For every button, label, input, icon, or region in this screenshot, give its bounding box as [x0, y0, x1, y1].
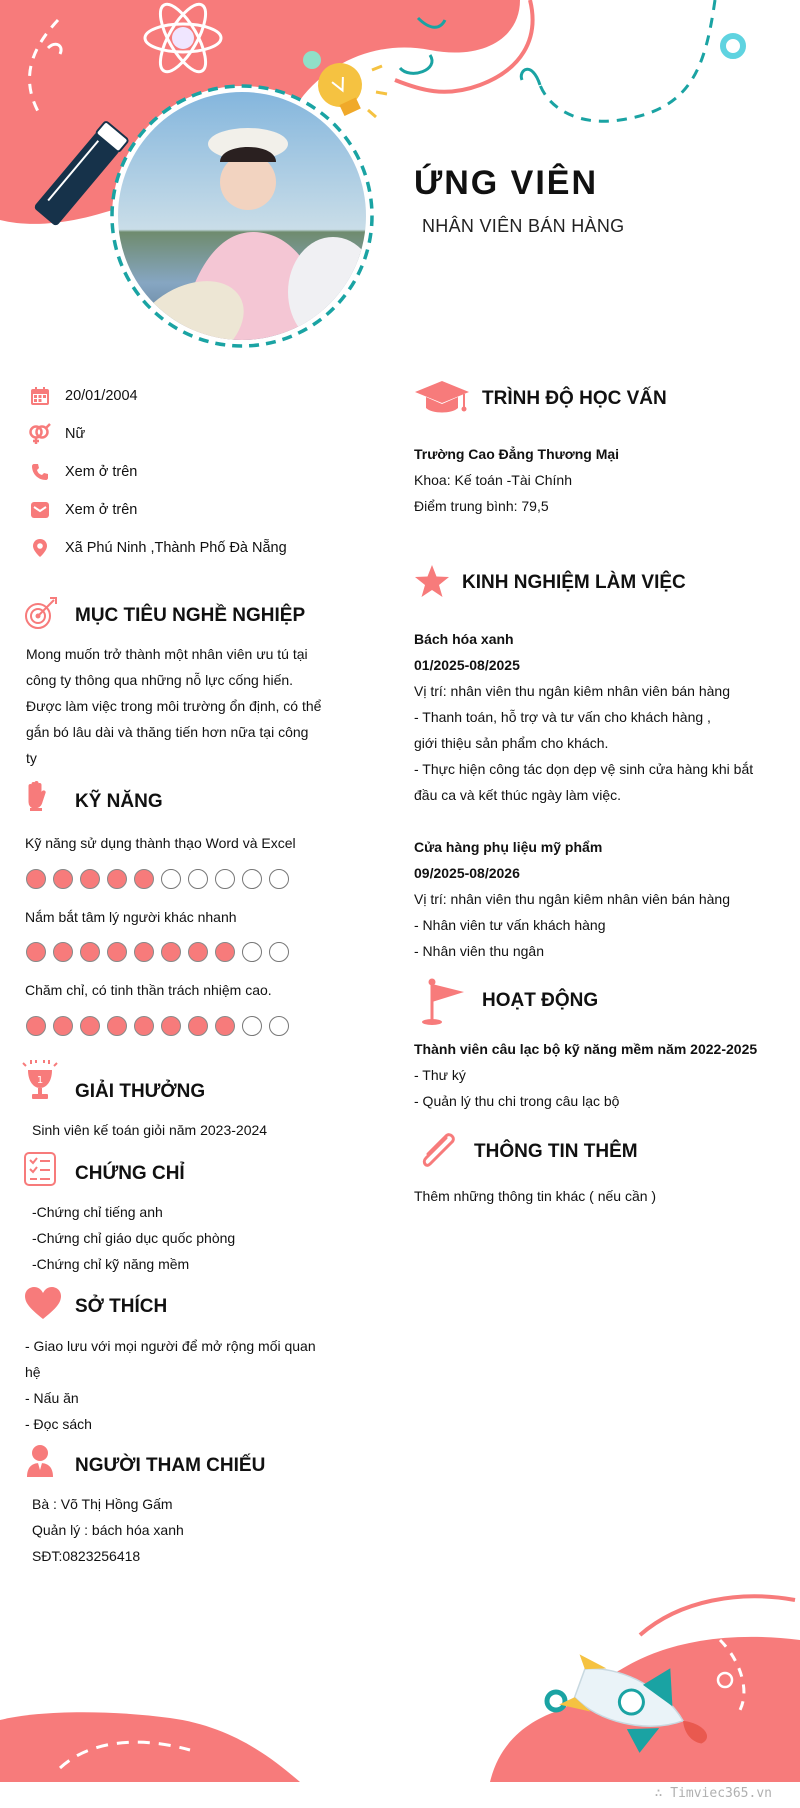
avatar — [108, 82, 376, 350]
experience-title: KINH NGHIỆM LÀM VIỆC — [462, 572, 686, 593]
hobbies-text: - Giao lưu với mọi người để mở rộng mối quan hệ - Nấu ăn - Đọc sách — [25, 1338, 316, 1432]
more-info-text: Thêm những thông tin khác ( nếu cần ) — [414, 1188, 657, 1204]
hand-icon — [24, 780, 48, 812]
skill-rating — [26, 1016, 289, 1036]
job-company: Bách hóa xanh — [414, 631, 514, 647]
star-icon — [414, 564, 450, 598]
rating-dot-filled — [188, 942, 208, 962]
contact-address-text: Xã Phú Ninh ,Thành Phố Đà Nẵng — [65, 540, 287, 556]
contact-birthdate — [28, 384, 138, 408]
job-company: Cửa hàng phụ liệu mỹ phẩm — [414, 839, 603, 855]
contact-phone-text: Xem ở trên — [65, 464, 138, 480]
gender-icon — [28, 422, 52, 446]
rating-dot-filled — [53, 1016, 73, 1036]
education-title: TRÌNH ĐỘ HỌC VẤN — [482, 388, 667, 409]
rating-dot-filled — [80, 1016, 100, 1036]
skills-title: KỸ NĂNG — [75, 791, 163, 812]
objective-title: MỤC TIÊU NGHỀ NGHIỆP — [75, 605, 306, 626]
experience-job: Bách hóa xanh 01/2025-08/2025 Vị trí: nhân viên thu ngân kiêm nhân viên bán hàng - Thanh toán, hỗ trợ và tư vấn cho khách hàng , giới thiệu sản phẩm cho khách. - Thực hiện công tác dọn dẹp vệ sinh cửa hàng khi bắt đầu ca và kết thúc ngày làm việc. — [414, 626, 784, 808]
contact-gender — [28, 422, 85, 446]
graduation-cap-icon — [414, 380, 470, 416]
rating-dot-filled — [26, 942, 46, 962]
contact-birthdate-text: 20/01/2004 — [65, 388, 138, 404]
activities-text: Thành viên câu lạc bộ kỹ năng mềm năm 2022-2025 - Thư ký - Quản lý thu chi trong câu lạc bộ — [414, 1036, 784, 1114]
activities-title: HOẠT ĐỘNG — [482, 990, 599, 1011]
checklist-icon — [24, 1152, 56, 1186]
rating-dot-filled — [134, 1016, 154, 1036]
awards-text: Sinh viên kế toán giỏi năm 2023-2024 — [32, 1122, 268, 1138]
hobbies-title: SỞ THÍCH — [75, 1296, 168, 1317]
location-icon — [28, 536, 52, 560]
rating-dot-empty — [269, 1016, 289, 1036]
target-icon — [24, 596, 58, 630]
certificates-title: CHỨNG CHỈ — [75, 1163, 185, 1184]
skill-rating — [26, 869, 289, 889]
rating-dot-empty — [242, 869, 262, 889]
rating-dot-empty — [242, 1016, 262, 1036]
footer-decoration — [0, 1560, 800, 1792]
certificates-text: -Chứng chỉ tiếng anh -Chứng chỉ giáo dục quốc phòng -Chứng chỉ kỹ năng mềm — [32, 1204, 236, 1272]
rating-dot-filled — [107, 869, 127, 889]
references-text: Bà : Võ Thị Hồng Gấm Quản lý : bách hóa xanh SĐT:0823256418 — [32, 1496, 184, 1564]
rating-dot-empty — [242, 942, 262, 962]
rating-dot-filled — [188, 1016, 208, 1036]
education-text: Trường Cao Đẳng Thương Mại Khoa: Kế toán -Tài Chính Điểm trung bình: 79,5 — [414, 441, 619, 519]
rating-dot-filled — [53, 942, 73, 962]
paperclip-icon — [416, 1130, 460, 1174]
contact-gender-text: Nữ — [65, 426, 86, 442]
person-icon — [26, 1444, 54, 1478]
rating-dot-filled — [107, 942, 127, 962]
phone-icon — [28, 460, 52, 484]
rating-dot-empty — [161, 869, 181, 889]
rating-dot-empty — [269, 942, 289, 962]
rating-dot-empty — [269, 869, 289, 889]
rating-dot-filled — [215, 1016, 235, 1036]
calendar-icon — [28, 384, 52, 408]
flag-icon — [420, 978, 466, 1026]
rating-dot-filled — [134, 942, 154, 962]
trophy-icon — [22, 1060, 58, 1102]
heart-icon — [24, 1286, 62, 1320]
activities-heading: Thành viên câu lạc bộ kỹ năng mềm năm 2022-2025 — [414, 1041, 758, 1057]
skill-rating — [26, 942, 289, 962]
awards-title: GIẢI THƯỞNG — [75, 1081, 206, 1102]
rating-dot-filled — [80, 942, 100, 962]
skill-label: Nắm bắt tâm lý người khác nhanh — [25, 909, 237, 925]
rating-dot-filled — [161, 1016, 181, 1036]
rating-dot-filled — [53, 869, 73, 889]
rating-dot-filled — [26, 869, 46, 889]
rating-dot-filled — [215, 942, 235, 962]
watermark-brand: ∴ Timviec365.vn — [654, 1786, 772, 1801]
more-info-title: THÔNG TIN THÊM — [474, 1141, 638, 1162]
email-icon — [28, 498, 52, 522]
contact-email-text: Xem ở trên — [65, 502, 138, 518]
svg-text:1: 1 — [36, 1075, 44, 1086]
contact-email — [28, 498, 137, 522]
contact-phone — [28, 460, 137, 484]
job-period: 01/2025-08/2025 — [414, 657, 520, 673]
contact-address — [28, 536, 287, 560]
rating-dot-filled — [26, 1016, 46, 1036]
rating-dot-filled — [134, 869, 154, 889]
education-school: Trường Cao Đẳng Thương Mại — [414, 446, 620, 462]
references-title: NGƯỜI THAM CHIẾU — [75, 1455, 266, 1476]
job-period: 09/2025-08/2026 — [414, 865, 520, 881]
rating-dot-filled — [161, 942, 181, 962]
objective-text: Mong muốn trở thành một nhân viên ưu tú tại công ty thông qua những nỗ lực cống hiến. Được làm việc trong môi trường ổn định, có thể gắn bó lâu dài và thăng tiến hơn nữa tại công ty — [26, 646, 322, 766]
rating-dot-filled — [107, 1016, 127, 1036]
candidate-position: NHÂN VIÊN BÁN HÀNG — [422, 216, 625, 236]
experience-job: Cửa hàng phụ liệu mỹ phẩm 09/2025-08/2026 Vị trí: nhân viên thu ngân kiêm nhân viên bán hàng - Nhân viên tư vấn khách hàng - Nhân viên thu ngân — [414, 834, 784, 964]
rating-dot-empty — [215, 869, 235, 889]
skill-label: Chăm chỉ, có tinh thần trách nhiệm cao. — [25, 982, 272, 998]
rating-dot-empty — [188, 869, 208, 889]
skill-label: Kỹ năng sử dụng thành thạo Word và Excel — [25, 835, 296, 851]
rating-dot-filled — [80, 869, 100, 889]
candidate-name: ỨNG VIÊN — [414, 164, 599, 202]
